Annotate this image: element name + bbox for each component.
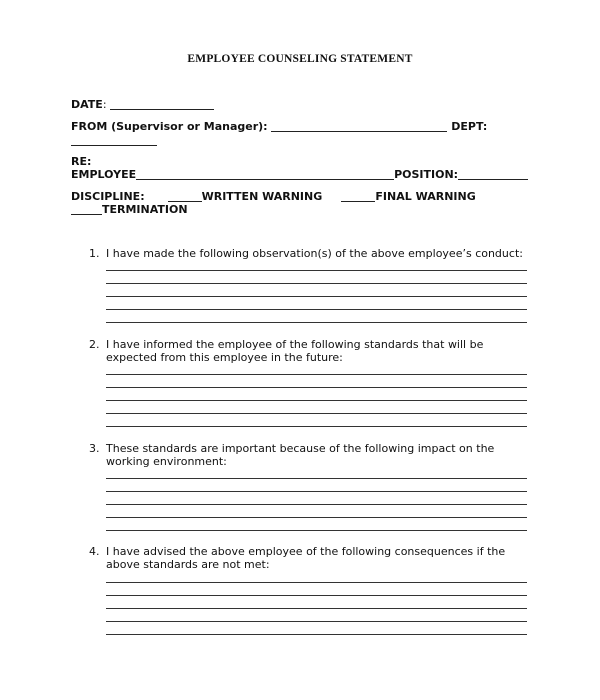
- question-number: 4.: [89, 545, 100, 558]
- date-field[interactable]: [110, 99, 214, 110]
- dept-field[interactable]: [71, 135, 157, 146]
- answer-line[interactable]: [106, 270, 527, 271]
- termination-label: TERMINATION: [102, 203, 188, 216]
- question-text: These standards are important because of the following impact on the working environment:: [106, 442, 495, 468]
- question-number: 2.: [89, 338, 100, 351]
- answer-line[interactable]: [106, 322, 527, 323]
- employee-row: [71, 168, 528, 181]
- written-warning-label: WRITTEN WARNING: [201, 190, 323, 203]
- answer-line[interactable]: [106, 296, 527, 297]
- answer-line[interactable]: [106, 387, 527, 388]
- date-colon: :: [102, 98, 107, 111]
- question-number: 1.: [89, 247, 100, 260]
- date-label: DATE: [71, 98, 103, 111]
- final-warning-label: FINAL WARNING: [375, 190, 476, 203]
- question-text: I have informed the employee of the following standards that will be expected from this employee in the future:: [106, 338, 484, 364]
- employee-field[interactable]: [136, 169, 394, 180]
- answer-line[interactable]: [106, 582, 527, 583]
- answer-line[interactable]: [106, 374, 527, 375]
- termination-blank[interactable]: [71, 204, 102, 215]
- answer-line[interactable]: [106, 426, 527, 427]
- written-warning-blank[interactable]: [168, 191, 202, 202]
- position-label: POSITION:: [394, 168, 459, 181]
- re-label: RE:: [71, 155, 92, 168]
- answer-line[interactable]: [106, 283, 527, 284]
- employee-label: EMPLOYEE: [71, 168, 137, 181]
- answer-line[interactable]: [106, 309, 527, 310]
- position-field[interactable]: [458, 169, 528, 180]
- answer-line[interactable]: [106, 413, 527, 414]
- answer-line[interactable]: [106, 517, 527, 518]
- answer-line[interactable]: [106, 478, 527, 479]
- question-text: I have made the following observation(s) of the above employee’s conduct:: [106, 247, 523, 260]
- from-label: FROM (Supervisor or Manager):: [71, 120, 268, 133]
- answer-line[interactable]: [106, 491, 527, 492]
- discipline-row: [71, 190, 476, 203]
- question-number: 3.: [89, 442, 100, 455]
- document-title: EMPLOYEE COUNSELING STATEMENT: [187, 53, 413, 65]
- dept-row: [71, 134, 157, 147]
- termination-row: [71, 203, 188, 216]
- answer-line[interactable]: [106, 400, 527, 401]
- answer-line[interactable]: [106, 595, 527, 596]
- discipline-label: DISCIPLINE:: [71, 190, 145, 203]
- question-text: I have advised the above employee of the following consequences if the above standards are not met:: [106, 545, 506, 571]
- from-row: [71, 120, 487, 133]
- date-row: [71, 98, 214, 111]
- answer-line[interactable]: [106, 634, 527, 635]
- answer-line[interactable]: [106, 504, 527, 505]
- dept-label: DEPT:: [451, 120, 488, 133]
- from-field[interactable]: [271, 121, 447, 132]
- answer-line[interactable]: [106, 621, 527, 622]
- answer-line[interactable]: [106, 608, 527, 609]
- final-warning-blank[interactable]: [341, 191, 375, 202]
- answer-line[interactable]: [106, 530, 527, 531]
